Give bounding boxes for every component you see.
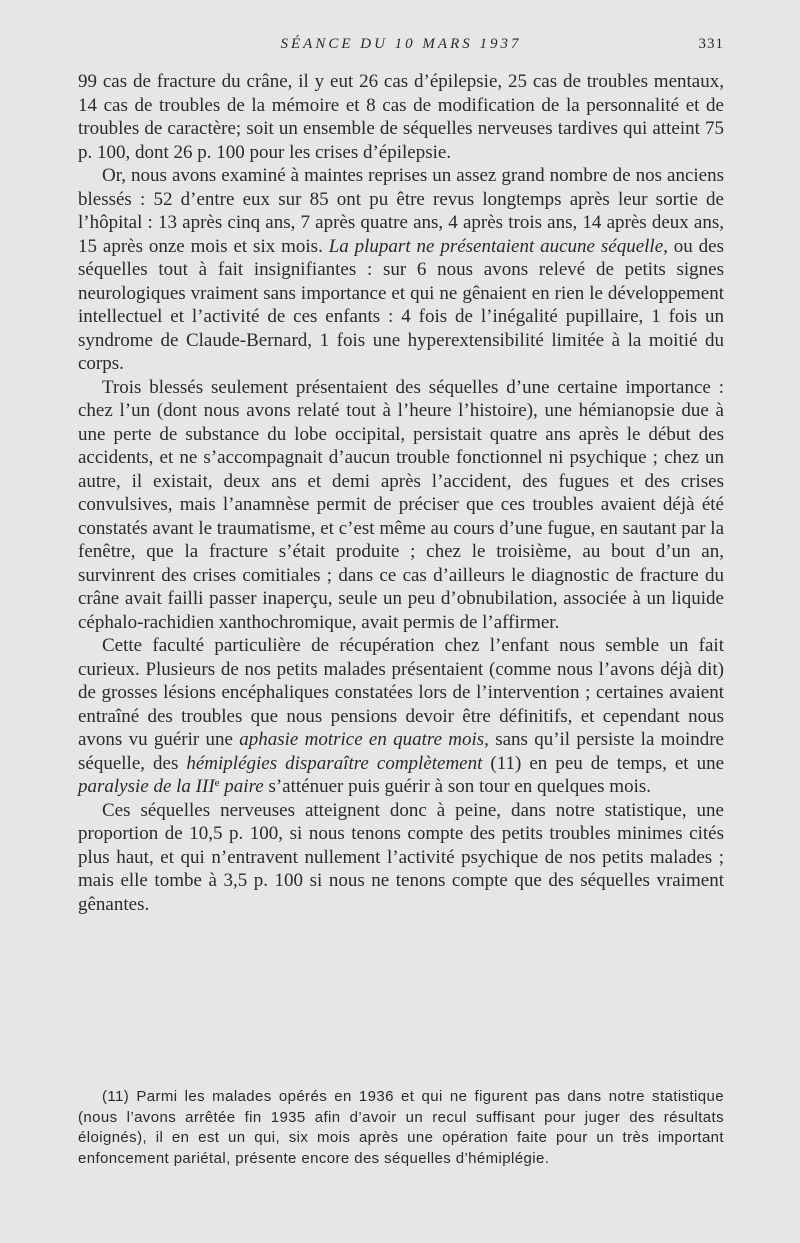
paragraph-2 — [78, 164, 724, 376]
paragraph-4-italic-hemiplegies: hémiplégies disparaître complètement — [186, 752, 483, 774]
running-head — [78, 36, 724, 56]
paragraph-3 — [78, 376, 724, 635]
paragraph-4-text-a: Cette faculté particulière de récupération chez l’enfant nous semble un fait curieux. Plusieurs de nos petits malades présentaient (comme nous l’avons déjà dit) de grosses lésions encéphaliques constatées lors de l’intervention ; certaines avaient entraîné des troubles que nous pensions devoir être définitifs, et cependant nous avons vu guérir une — [78, 635, 724, 750]
paragraph-4-text-c: (11) en peu de temps, et une — [482, 752, 725, 774]
paragraph-4-text-b: sans qu’il persiste la moindre séquelle, des — [78, 729, 724, 774]
paragraph-5 — [78, 799, 724, 917]
paragraph-5-text: Ces séquelles nerveuses atteignent donc à peine, dans notre statistique, une proportion de 10,5 p. 100, si nous tenons compte des petits troubles minimes cités plus haut, et qui n’entravent nullement l’activité psychique de nos petits malades ; mais elle tombe à 3,5 p. 100 si nous ne tenons compte que des séquelles vraiment gênantes. — [78, 799, 724, 915]
footnote — [78, 1087, 724, 1169]
paragraph-1-text: 99 cas de fracture du crâne, il y eut 26 cas d’épilepsie, 25 cas de troubles mentaux, 14 cas de troubles de la mémoire et 8 cas de modification de la personnalité et de troubles de caractère; soit un ensemble de séquelles nerveuses tardives qui atteint 75 p. 100, dont 26 p. 100 pour les crises d’épilepsie. — [78, 71, 724, 163]
paragraph-2-text-b: ou des séquelles tout à fait insignifiantes : sur 6 nous avons relevé de petits signes neurologiques vraiment sans importance et qui ne gênaient en rien le développement intellectuel et l’activité de ces enfants : 4 fois de l’inégalité pupillaire, 1 fois un syndrome de Claude-Bernard, 1 fois une hyperextensibilité limitée à la moitié du corps. — [78, 235, 724, 374]
paragraph-4-italic-paire: paire — [219, 776, 264, 797]
paragraph-2-text-a: Or, nous avons examiné à maintes reprises un assez grand nombre de nos anciens blessés : 52 d’entre eux sur 85 ont pu être revus longtemps après leur sortie de l’hôpital : 13 après cinq ans, 7 après quatre ans, 4 après trois ans, 14 après deux ans, 15 après onze mois et six mois. — [78, 165, 724, 257]
paragraph-3-text: Trois blessés seulement présentaient des séquelles d’une certaine importance : chez l’un (dont nous avons relaté tout à l’heure l’histoire), une hémianopsie due à une perte de substance du lobe occipital, persistait quatre ans après le début des accidents, et ne s’accompagnait d’aucun trouble fonctionnel ni psychique ; chez un autre, il existait, deux ans et demi après l’accident, des fugues et des crises convulsives, mais l’anamnèse permit de préciser que ces troubles avaient déjà été constatés avant le traumatisme, et c’est même au cours d’une fugue, en sautant par la fenêtre, que la fracture s’était produite ; chez le troisième, au bout d’un an, survinrent des crises comitiales ; dans ce cas d’ailleurs le diagnostic de fracture du crâne avait failli passer inaperçu, seule un peu d’obnubilation, associée à un liquide céphalo-rachidien xanthochromique, avait permis de l’affirmer. — [78, 376, 724, 633]
paragraph-4-text-d: s’atténuer puis guérir à son tour en quelques mois. — [263, 776, 652, 797]
footnote-text: (11) Parmi les malades opérés en 1936 et qui ne figurent pas dans notre statistique (nous l’avons arrêtée fin 1935 afin d’avoir un recul suffisant pour juger des résultats éloignés), il en est un qui, six mois après une opération faite pour un très important enfoncement pariétal, présente encore des séquelles d’hémiplégie. — [78, 1088, 724, 1167]
paragraph-2-italic: La plupart ne présentaient aucune séquelle, — [328, 235, 668, 257]
page-number: 331 — [698, 36, 724, 52]
paragraph-4-italic-paralysie: paralysie de la III — [78, 776, 215, 797]
paragraph-4 — [78, 634, 724, 799]
running-title: SÉANCE DU 10 MARS 1937 — [280, 36, 522, 52]
paragraph-4-italic-aphasie: aphasie motrice en quatre mois, — [239, 729, 489, 750]
body-text — [78, 70, 724, 916]
paragraph-4-superscript: e — [214, 777, 220, 789]
paragraph-1 — [78, 70, 724, 164]
